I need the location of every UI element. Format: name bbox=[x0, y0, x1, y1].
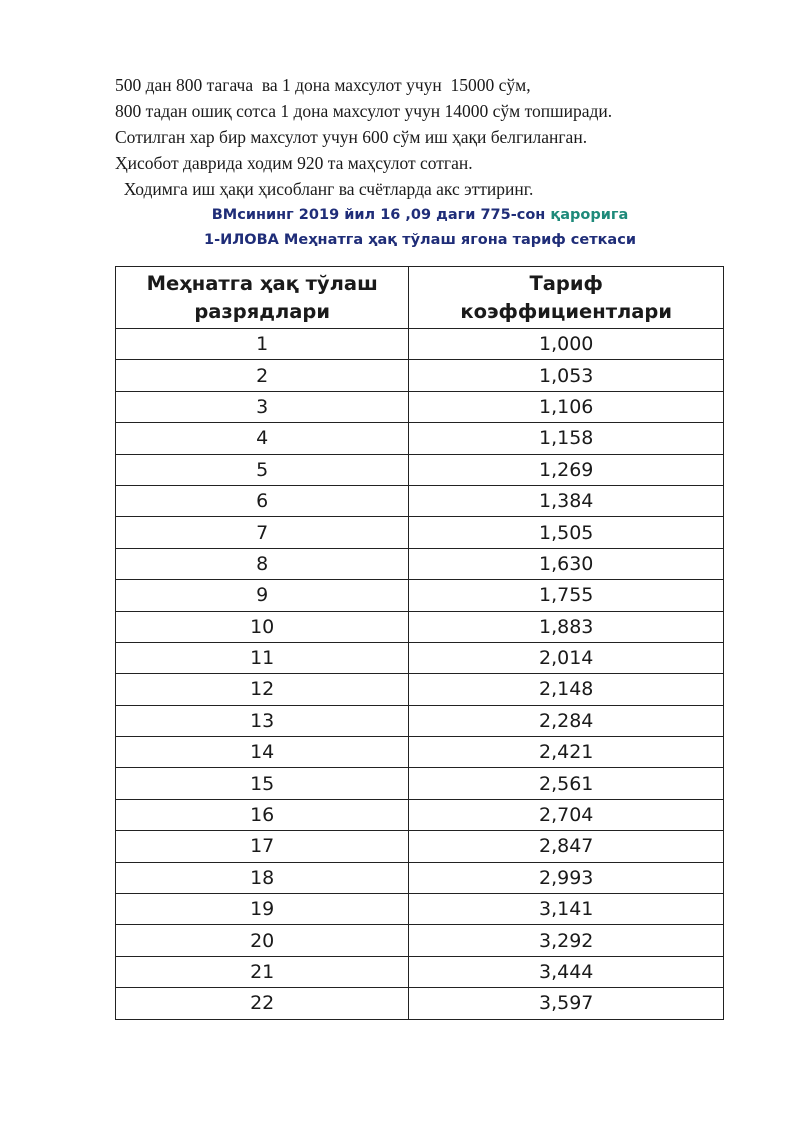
grade-cell: 11 bbox=[116, 642, 409, 673]
coefficient-cell: 1,106 bbox=[409, 391, 724, 422]
table-row bbox=[116, 642, 724, 673]
table-row bbox=[116, 329, 724, 360]
coefficient-cell: 2,148 bbox=[409, 674, 724, 705]
coefficient-cell: 1,000 bbox=[409, 329, 724, 360]
coefficient-cell: 2,993 bbox=[409, 862, 724, 893]
grade-cell: 19 bbox=[116, 894, 409, 925]
grade-cell: 16 bbox=[116, 799, 409, 830]
table-header-row bbox=[116, 267, 724, 329]
coefficient-cell: 1,053 bbox=[409, 360, 724, 391]
table-row bbox=[116, 580, 724, 611]
header-coefficients bbox=[409, 267, 724, 329]
grade-cell: 7 bbox=[116, 517, 409, 548]
header-grades-line2: разрядлари bbox=[194, 299, 331, 323]
header-coefficients-line1: Тариф bbox=[529, 271, 603, 295]
task-description bbox=[115, 72, 755, 202]
table-row bbox=[116, 988, 724, 1019]
grade-cell: 22 bbox=[116, 988, 409, 1019]
coefficient-cell: 2,421 bbox=[409, 737, 724, 768]
coefficient-cell: 3,597 bbox=[409, 988, 724, 1019]
grade-cell: 18 bbox=[116, 862, 409, 893]
grade-cell: 9 bbox=[116, 580, 409, 611]
table-row bbox=[116, 925, 724, 956]
table-row bbox=[116, 517, 724, 548]
table-row bbox=[116, 737, 724, 768]
grade-cell: 17 bbox=[116, 831, 409, 862]
table-row bbox=[116, 862, 724, 893]
table-row bbox=[116, 454, 724, 485]
grade-cell: 13 bbox=[116, 705, 409, 736]
grade-cell: 8 bbox=[116, 548, 409, 579]
table-row bbox=[116, 705, 724, 736]
intro-line: Сотилган хар бир махсулот учун 600 сўм иш ҳақи белгиланган. bbox=[115, 127, 588, 147]
intro-line: Ҳисобот даврида ходим 920 та маҳсулот сотган. bbox=[115, 153, 473, 173]
grade-cell: 2 bbox=[116, 360, 409, 391]
coefficient-cell: 2,561 bbox=[409, 768, 724, 799]
grade-cell: 4 bbox=[116, 423, 409, 454]
coefficient-cell: 2,847 bbox=[409, 831, 724, 862]
grade-cell: 10 bbox=[116, 611, 409, 642]
grade-cell: 15 bbox=[116, 768, 409, 799]
coefficient-cell: 1,158 bbox=[409, 423, 724, 454]
grade-cell: 21 bbox=[116, 956, 409, 987]
coefficient-cell: 2,284 bbox=[409, 705, 724, 736]
table-row bbox=[116, 423, 724, 454]
table-row bbox=[116, 485, 724, 516]
coefficient-cell: 1,630 bbox=[409, 548, 724, 579]
grade-cell: 14 bbox=[116, 737, 409, 768]
coefficient-cell: 1,883 bbox=[409, 611, 724, 642]
table-row bbox=[116, 548, 724, 579]
grade-cell: 5 bbox=[116, 454, 409, 485]
resolution-reference-accent: қарорига bbox=[550, 207, 629, 223]
header-grades bbox=[116, 267, 409, 329]
table-row bbox=[116, 956, 724, 987]
coefficient-cell: 3,141 bbox=[409, 894, 724, 925]
table-row bbox=[116, 894, 724, 925]
intro-line: Ходимга иш ҳақи ҳисобланг ва счётларда акс эттиринг. bbox=[115, 179, 534, 199]
coefficient-cell: 2,704 bbox=[409, 799, 724, 830]
table-row bbox=[116, 391, 724, 422]
grade-cell: 1 bbox=[116, 329, 409, 360]
grade-cell: 12 bbox=[116, 674, 409, 705]
table-title: 1-ИЛОВА Меҳнатга ҳақ тўлаш ягона тариф сеткаси bbox=[204, 232, 636, 248]
resolution-reference-main: ВМсининг 2019 йил 16 ,09 даги 775-сон bbox=[211, 207, 551, 223]
tariff-table bbox=[115, 266, 724, 1020]
table-row bbox=[116, 674, 724, 705]
coefficient-cell: 2,014 bbox=[409, 642, 724, 673]
table-body bbox=[116, 329, 724, 1020]
coefficient-cell: 1,384 bbox=[409, 485, 724, 516]
table-row bbox=[116, 768, 724, 799]
table-row bbox=[116, 360, 724, 391]
coefficient-cell: 1,505 bbox=[409, 517, 724, 548]
header-coefficients-line2: коэффициентлари bbox=[460, 299, 673, 323]
coefficient-cell: 3,292 bbox=[409, 925, 724, 956]
intro-line: 800 тадан ошиқ сотса 1 дона махсулот учун 14000 сўм топширади. bbox=[115, 101, 613, 121]
coefficient-cell: 3,444 bbox=[409, 956, 724, 987]
table-row bbox=[116, 831, 724, 862]
grade-cell: 20 bbox=[116, 925, 409, 956]
table-row bbox=[116, 799, 724, 830]
grade-cell: 3 bbox=[116, 391, 409, 422]
resolution-reference bbox=[100, 203, 740, 227]
grade-cell: 6 bbox=[116, 485, 409, 516]
table-row bbox=[116, 611, 724, 642]
intro-line: 500 дан 800 тагача ва 1 дона махсулот учун 15000 сўм, bbox=[115, 75, 531, 95]
coefficient-cell: 1,269 bbox=[409, 454, 724, 485]
header-grades-line1: Меҳнатга ҳақ тўлаш bbox=[146, 271, 378, 295]
coefficient-cell: 1,755 bbox=[409, 580, 724, 611]
